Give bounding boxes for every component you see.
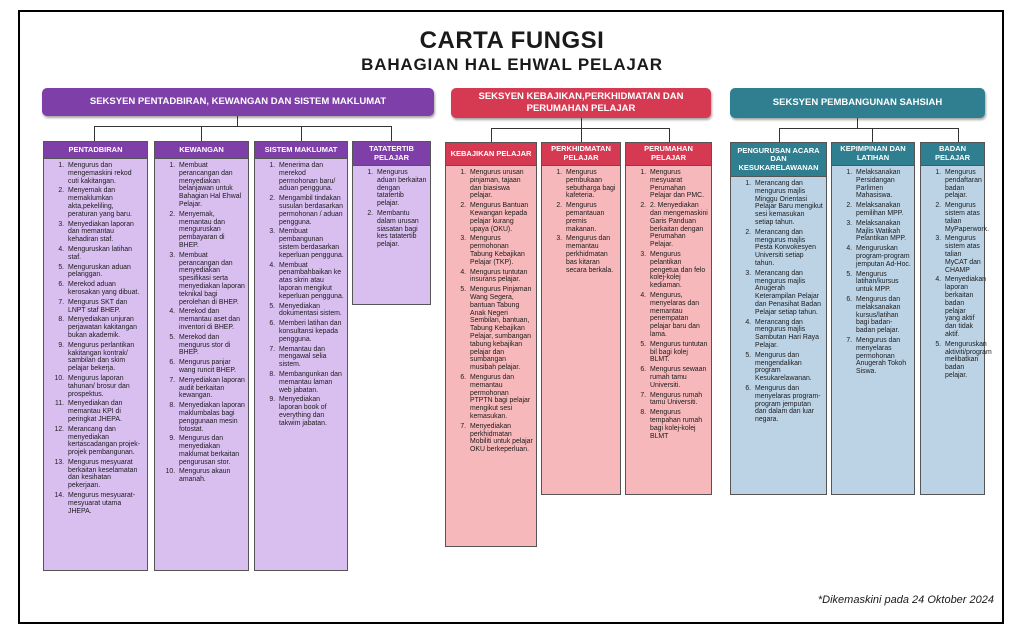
unit-perumahan-pelajar [625,142,712,495]
function-item: 7. Menyediakan perkhidmatan Mobiliti untuk pelajar OKU berkeperluan. [468,423,533,454]
function-item: 2. Mengurus pemantauan premis makanan. [564,202,617,233]
unit-header: KEPIMPINAN DAN LATIHAN [832,143,914,166]
section-sahsiah-header: SEKSYEN PEMBANGUNAN SAHSIAH [730,88,985,118]
connector-line [581,128,582,142]
function-item: 6. Merekod aduan kerosakan yang dibuat. [66,281,144,297]
function-item: 8. Membangunkan dan memantau laman web jabatan. [277,371,344,394]
function-list [542,166,620,279]
connector-line [237,116,238,126]
function-item: 1. Menerima dan merekod permohonan baru/ aduan pengguna. [277,162,344,193]
unit-tatatertib-pelajar [352,141,431,305]
function-item: 1. Mengurus aduan berkaitan dengan tatatertib pelajar. [375,169,427,208]
function-item: 8. Mengurus tempahan rumah bagi kolej-kolej BLMT [648,409,708,440]
connector-line [491,128,492,142]
connector-line [958,128,959,142]
function-item: 5. Mengurus tuntutan bil bagi kolej BLMT. [648,341,708,364]
function-item: 5. Menguruskan aduan pelanggan. [66,264,144,280]
function-item: 3. Membuat pembangunan sistem berdasarkan keperluan pengguna. [277,228,344,259]
function-item: 2. Mengambil tindakan susulan berdasarkan permohonan / aduan pengguna. [277,195,344,226]
function-item: 10. Mengurus laporan tahunan/ brosur dan prospektus. [66,375,144,398]
function-item: 1. Mengurus pembukaan sebutharga bagi kafeteria. [564,169,617,200]
connector-line [857,118,858,128]
unit-header: BADAN PELAJAR [921,143,984,166]
function-item: 4. Membuat penambahbaikan ke atas skrin atau laporan mengikut keperluan pengguna. [277,262,344,301]
function-item: 2. Menyemak dan memaklumkan akta,pekeliling, peraturan yang baru. [66,187,144,218]
section-kebajikan-header: SEKSYEN KEBAJIKAN,PERKHIDMATAN DAN PERUMAHAN PELAJAR [451,88,711,118]
function-list [921,166,992,385]
connector-line [491,128,669,129]
function-list [353,166,430,254]
function-list [155,159,248,489]
function-item: 2. 2. Menyediakan dan mengemaskini Garis Panduan berkaitan dengan Perumahan Pelajar. [648,202,708,249]
function-item: 5. Mengurus Pinjaman Wang Segera, bantuan Tabung Anak Negeri Sembilan, bantuan, Tabung Kebajikan Pelajar, sumbangan tabung kebajikan pelajar dan sumbangan musibah pelajar. [468,286,533,372]
function-item: 6. Mengurus dan menyelaras program-program jemputan dan dalam dan luar negara. [753,385,823,424]
function-item: 7. Mengurus SKT dan LNPT staf BHEP. [66,299,144,315]
unit-kewangan [154,141,249,571]
function-item: 9. Mengurus perlantikan kakitangan kontrak/ sambilan dan skim pelajar bekerja. [66,342,144,373]
function-item: 1. Mengurus urusan pinjaman, tajaan dan biasiswa pelajar. [468,169,533,200]
function-list [255,159,347,433]
function-item: 6. Mengurus dan memantau permohonan PTPTN bagi pelajar mengikut sesi kemasukan. [468,374,533,421]
function-item: 3. Merancang dan mengurus majlis Anugerah Keterampilan Pelajar dan Penasihat Badan Pelajar setiap tahun. [753,270,823,317]
function-item: 13. Mengurus mesyuarat berkaitan keselamatan dan kesihatan pekerjaan. [66,459,144,490]
function-item: 5. Mengurus dan mengendalikan program Kesukarelawanan. [753,352,823,383]
function-item: 1. Mengurus mesyuarat Perumahan Pelajar dan PMC. [648,169,708,200]
function-list [626,166,711,445]
function-item: 3. Mengurus pelantikan pengetua dan felo kolej-kolej kediaman. [648,251,708,290]
function-item: 7. Memantau dan mengawal selia sistem. [277,346,344,369]
connector-line [872,128,873,142]
function-item: 3. Mengurus dan memantau perkhidmatan bas kitaran secara berkala. [564,235,617,274]
connector-line [669,128,670,142]
function-item: 2. Mengurus sistem atas talian MyPaperwork. [943,202,981,233]
function-item: 11. Menyediakan dan memantau KPI di peringkat JHEPA. [66,400,144,423]
unit-header: PENGURUSAN ACARA DAN KESUKARELAWANAN [731,143,826,177]
section-pentadbiran-header: SEKSYEN PENTADBIRAN, KEWANGAN DAN SISTEM MAKLUMAT [42,88,434,116]
unit-header: KEWANGAN [155,142,248,159]
function-item: 2. Menyemak, memantau dan menguruskan pembayaran di BHEP. [177,211,245,250]
function-item: 7. Mengurus rumah tamu Universiti. [648,392,708,408]
function-item: 8. Menyediakan laporan maklumbalas bagi penggunaan mesin fotostat. [177,402,245,433]
unit-header: SISTEM MAKLUMAT [255,142,347,159]
function-item: 2. Merancang dan mengurus majlis Pesta Konvokesyen Universiti setiap tahun. [753,229,823,268]
unit-header: PERKHIDMATAN PELAJAR [542,143,620,166]
function-item: 4. Mengurus, menyelaras dan memantau penempatan pelajar baru dan lama. [648,292,708,339]
function-list [44,159,147,520]
connector-line [391,126,392,141]
connector-line [581,118,582,128]
function-item: 1. Membuat perancangan dan menyediakan belanjawan untuk Bahagian Hal Ehwal Pelajar. [177,162,245,209]
connector-line [94,126,95,141]
function-item: 4. Merekod dan memantau aset dan inventori di BHEP. [177,308,245,331]
connector-line [201,126,202,141]
update-footnote: *Dikemaskini pada 24 Oktober 2024 [817,594,994,606]
connector-line [94,126,391,127]
unit-header: TATATERTIB PELAJAR [353,142,430,166]
function-item: 6. Memberi latihan dan konsultansi kepada pengguna. [277,320,344,343]
function-item: 2. Membantu dalam urusan siasatan bagi kes tatatertib pelajar. [375,210,427,249]
function-item: 5. Merekod dan mengurus stor di BHEP. [177,334,245,357]
function-item: 3. Mengurus sistem atas talian MyCAT dan CHAMP [943,235,981,274]
unit-pentadbiran [43,141,148,571]
function-item: 6. Mengurus dan melaksanakan kursus/latihan bagi badan-badan pelajar. [854,296,911,335]
function-item: 5. Mengurus latihan/kursus untuk MPP. [854,271,911,294]
function-item: 2. Mengurus Bantuan Kewangan kepada pelajar kurang upaya (OKU). [468,202,533,233]
function-item: 7. Mengurus dan menyelaras permohonan Anugerah Tokoh Siswa. [854,337,911,376]
connector-line [779,128,780,142]
function-item: 6. Mengurus sewaan rumah tamu Universiti. [648,366,708,389]
function-item: 9. Menyediakan laporan book of everything dan takwim jabatan. [277,396,344,427]
connector-line [301,126,302,141]
function-item: 3. Membuat perancangan dan menyediakan spesifikasi serta menyediakan laporan teknikal bagi perolehan di BHEP. [177,252,245,307]
unit-kepimpinan-latihan [831,142,915,495]
page-title: CARTA FUNGSI [419,27,605,54]
function-item: 4. Merancang dan mengurus majlis Sambutan Hari Raya Pelajar. [753,319,823,350]
function-item: 1. Mengurus pendaftaran badan pelajar. [943,169,981,200]
unit-badan-pelajar [920,142,992,495]
function-item: 9. Mengurus dan menyediakan maklumat berkaitan pengurusan stor. [177,435,245,466]
function-item: 1. Mengurus dan mengemaskini rekod cuti kakitangan. [66,162,144,185]
function-item: 1. Melaksanakan Persidangan Parlimen Mahasiswa. [854,169,911,200]
function-item: 4. Menguruskan latihan staf. [66,246,144,262]
function-item: 3. Melaksanakan Majlis Watikah Pelantikan MPP. [854,220,911,243]
function-item: 10. Mengurus akaun amanah. [177,468,245,484]
function-item: 1. Merancang dan mengurus majlis Minggu Orientasi Pelajar Baru mengikut sesi kemasukan setiap tahun. [753,180,823,227]
function-item: 4. Menyediakan laporan berkaitan badan pelajar yang aktif dan tidak aktif. [943,276,981,338]
function-item: 3. Menyediakan laporan dan memantau kehadiran staf. [66,221,144,244]
function-item: 3. Mengurus permohonan Tabung Kebajikan Pelajar (TKP). [468,235,533,266]
page-subtitle: BAHAGIAN HAL EHWAL PELAJAR [361,55,663,74]
connector-line [779,128,958,129]
function-list [731,177,826,429]
function-item: 14. Mengurus mesyuarat-mesyuarat utama JHEPA. [66,492,144,515]
function-list [832,166,914,381]
unit-sistem-maklumat [254,141,348,571]
function-list [446,166,536,459]
unit-perkhidmatan-pelajar [541,142,621,495]
function-item: 4. Mengurus tuntutan insurans pelajar. [468,269,533,285]
function-item: 6. Mengurus panjar wang runcit BHEP. [177,359,245,375]
function-item: 5. Menguruskan aktiviti/program melibatkan badan pelajar. [943,341,981,380]
unit-header: PENTADBIRAN [44,142,147,159]
unit-header: KEBAJIKAN PELAJAR [446,143,536,166]
unit-header: PERUMAHAN PELAJAR [626,143,711,166]
unit-kebajikan-pelajar [445,142,537,547]
function-item: 4. Menguruskan program-program jemputan Ad-Hoc. [854,245,911,268]
unit-pengurusan-acara [730,142,827,495]
function-item: 7. Menyediakan laporan audit berkaitan kewangan. [177,377,245,400]
function-item: 5. Menyediakan dokumentasi sistem. [277,303,344,319]
function-item: 12. Merancang dan menyediakan kertascadangan projek-projek pembangunan. [66,426,144,457]
function-item: 8. Menyediakan unjuran perjawatan kakitangan bukan akademik. [66,316,144,339]
function-item: 2. Melaksanakan pemilihan MPP. [854,202,911,218]
